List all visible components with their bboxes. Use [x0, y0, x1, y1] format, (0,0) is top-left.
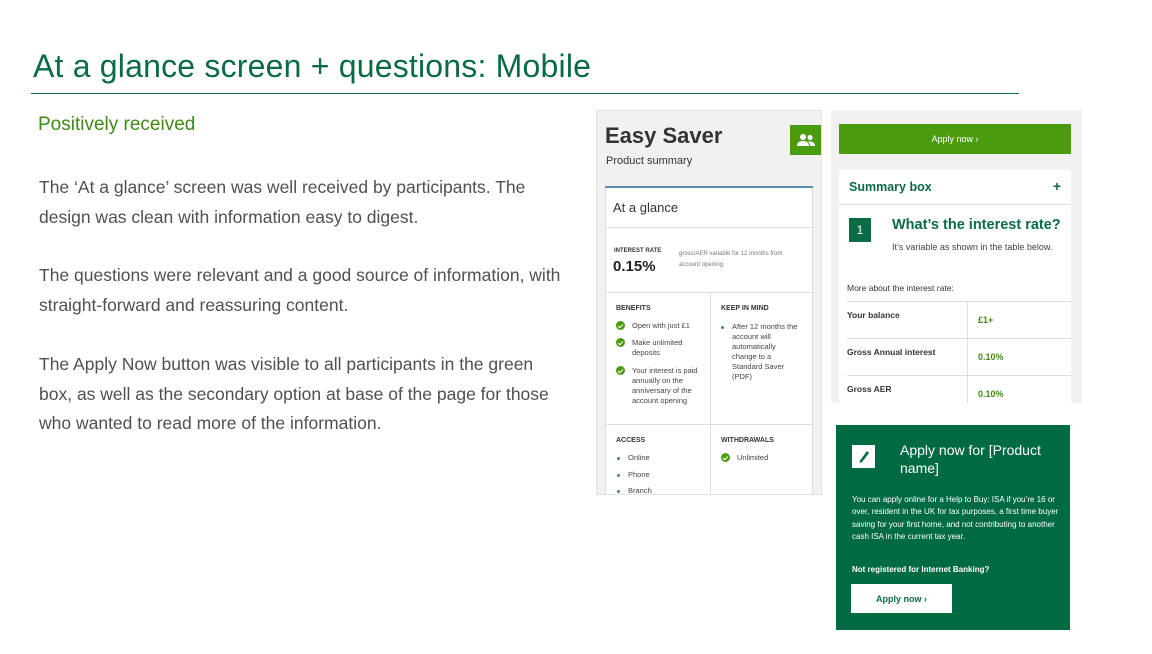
- interest-rate-value: 0.15%: [613, 258, 656, 275]
- paragraph-at-a-glance: The ‘At a glance’ screen was well received by participants. The design was clean with information easy to digest.: [39, 177, 526, 227]
- title-divider: [31, 93, 1019, 94]
- table-row: [847, 376, 1071, 403]
- interest-rate-table: [847, 301, 1071, 403]
- more-about-label: More about the interest rate:: [847, 283, 954, 293]
- table-cell-value: 0.10%: [978, 352, 1004, 362]
- bullet-icon: [617, 474, 620, 477]
- check-icon: [616, 338, 625, 347]
- apply-now-box-screenshot: [836, 425, 1070, 630]
- divider: [606, 227, 812, 228]
- summary-box-heading[interactable]: Summary box: [849, 180, 932, 194]
- table-cell-label: Your balance: [847, 302, 968, 338]
- question-heading: What’s the interest rate?: [892, 217, 1061, 233]
- interest-rate-note: gross/AER variable for 12 months from account opening: [679, 251, 783, 268]
- at-a-glance-heading[interactable]: At a glance: [613, 200, 679, 215]
- bullet-icon: [721, 326, 724, 329]
- table-cell-value: £1+: [978, 315, 994, 325]
- bullet-icon: [617, 490, 620, 493]
- expand-icon[interactable]: +: [1052, 178, 1061, 194]
- apply-box-title: Apply now for [Product name]: [900, 442, 1041, 476]
- question-answer: It’s variable as shown in the table below.: [892, 242, 1053, 252]
- benefits-heading: BENEFITS: [616, 305, 651, 312]
- table-cell-label: Gross Annual interest: [847, 339, 968, 375]
- withdrawals-heading: WITHDRAWALS: [721, 437, 774, 444]
- summary-box-screenshot: [831, 110, 1082, 403]
- keep-in-mind-item: After 12 months the account will automatically change to a Standard Saver (PDF): [720, 322, 800, 382]
- divider: [839, 204, 1071, 205]
- access-item: Branch: [616, 486, 652, 495]
- access-item: Online: [616, 453, 650, 463]
- access-item: Phone: [616, 470, 650, 480]
- paragraph-questions: The questions were relevant and a good source of information, with straight-forward and reassuring content.: [39, 265, 561, 315]
- product-title: Easy Saver: [605, 123, 723, 148]
- table-row: [847, 339, 1071, 376]
- apply-now-secondary-button[interactable]: Apply now ›: [851, 584, 952, 613]
- product-subtitle: Product summary: [606, 155, 693, 167]
- apply-box-description: You can apply online for a Help to Buy: ISA if you’re 16 or over, resident in the UK for tax purposes, a first time buyer saving for your first home, and not contributing to another cash ISA in the current tax year.: [852, 495, 1059, 541]
- table-cell-label: Gross AER: [847, 376, 968, 403]
- divider: [606, 424, 812, 425]
- check-icon: [721, 453, 730, 462]
- interest-rate-label: INTEREST RATE: [614, 248, 662, 254]
- users-icon[interactable]: [790, 125, 822, 155]
- summary-box-panel: [839, 170, 1071, 403]
- bullet-icon: [617, 457, 620, 460]
- divider: [606, 292, 812, 293]
- not-registered-link[interactable]: Not registered for Internet Banking?: [852, 565, 990, 574]
- check-icon: [616, 321, 625, 330]
- check-icon: [616, 366, 625, 375]
- benefit-item: Open with just £1: [616, 321, 706, 331]
- section-subheading: Positively received: [38, 114, 196, 135]
- at-a-glance-card: [605, 188, 813, 495]
- access-heading: ACCESS: [616, 437, 646, 444]
- table-cell-value: 0.10%: [978, 389, 1004, 399]
- withdrawals-item: Unlimited: [721, 453, 768, 463]
- column-divider: [710, 292, 711, 495]
- slide-title: At a glance screen + questions: Mobile: [33, 48, 592, 84]
- question-number: 1: [849, 218, 871, 242]
- table-row: [847, 302, 1071, 339]
- product-summary-screenshot: [596, 110, 822, 495]
- benefit-item: Make unlimited deposits: [616, 338, 706, 358]
- pen-icon: [852, 445, 875, 468]
- benefit-item: Your interest is paid annually on the anniversary of the account opening: [616, 366, 706, 406]
- apply-now-button[interactable]: Apply now ›: [839, 124, 1071, 154]
- paragraph-apply-now: The Apply Now button was visible to all participants in the green box, as well as the secondary option at base of the page for those who wanted to read more of the information.: [39, 354, 549, 433]
- keep-in-mind-heading: KEEP IN MIND: [721, 305, 769, 312]
